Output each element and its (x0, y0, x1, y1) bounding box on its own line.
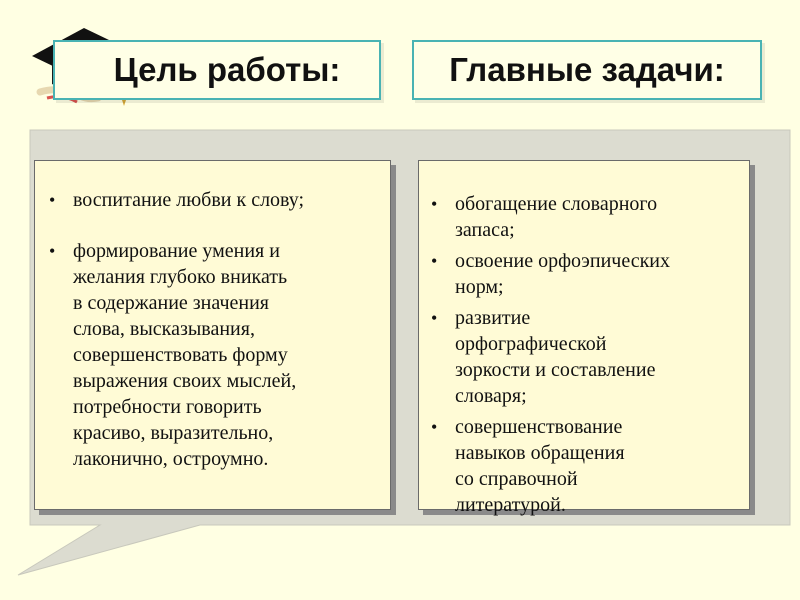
task-item (431, 414, 743, 518)
tasks-title: Главные задачи: (449, 51, 725, 88)
task-item (431, 248, 743, 300)
task-item-text: • развитие орфографической зоркости и составление словаря; (455, 307, 656, 407)
tasks-list (431, 191, 743, 518)
goal-item-text: • формирование умения и желания глубоко вникать в содержание значения слова, высказывания, совершенствовать форму выражения своих мыслей, потребности говорить красиво, выразительно, лаконично, остроумно. (73, 240, 297, 470)
task-item (431, 191, 743, 243)
task-item-text: • совершенствование навыков обращения со справочной литературой. (455, 416, 625, 516)
task-item (431, 305, 743, 409)
goal-title-box (53, 40, 381, 100)
tasks-panel (418, 160, 750, 516)
goal-item (49, 187, 376, 213)
tasks-title-box (412, 40, 762, 100)
goal-title: Цель работы: (113, 51, 341, 88)
task-item-text: • обогащение словарного запаса; (455, 193, 658, 241)
goal-panel (34, 160, 391, 510)
goal-item-text: • воспитание любви к слову; (73, 189, 305, 211)
task-item-text: • освоение орфоэпических норм; (455, 250, 671, 298)
goal-item (49, 238, 376, 472)
goal-list (49, 187, 376, 472)
